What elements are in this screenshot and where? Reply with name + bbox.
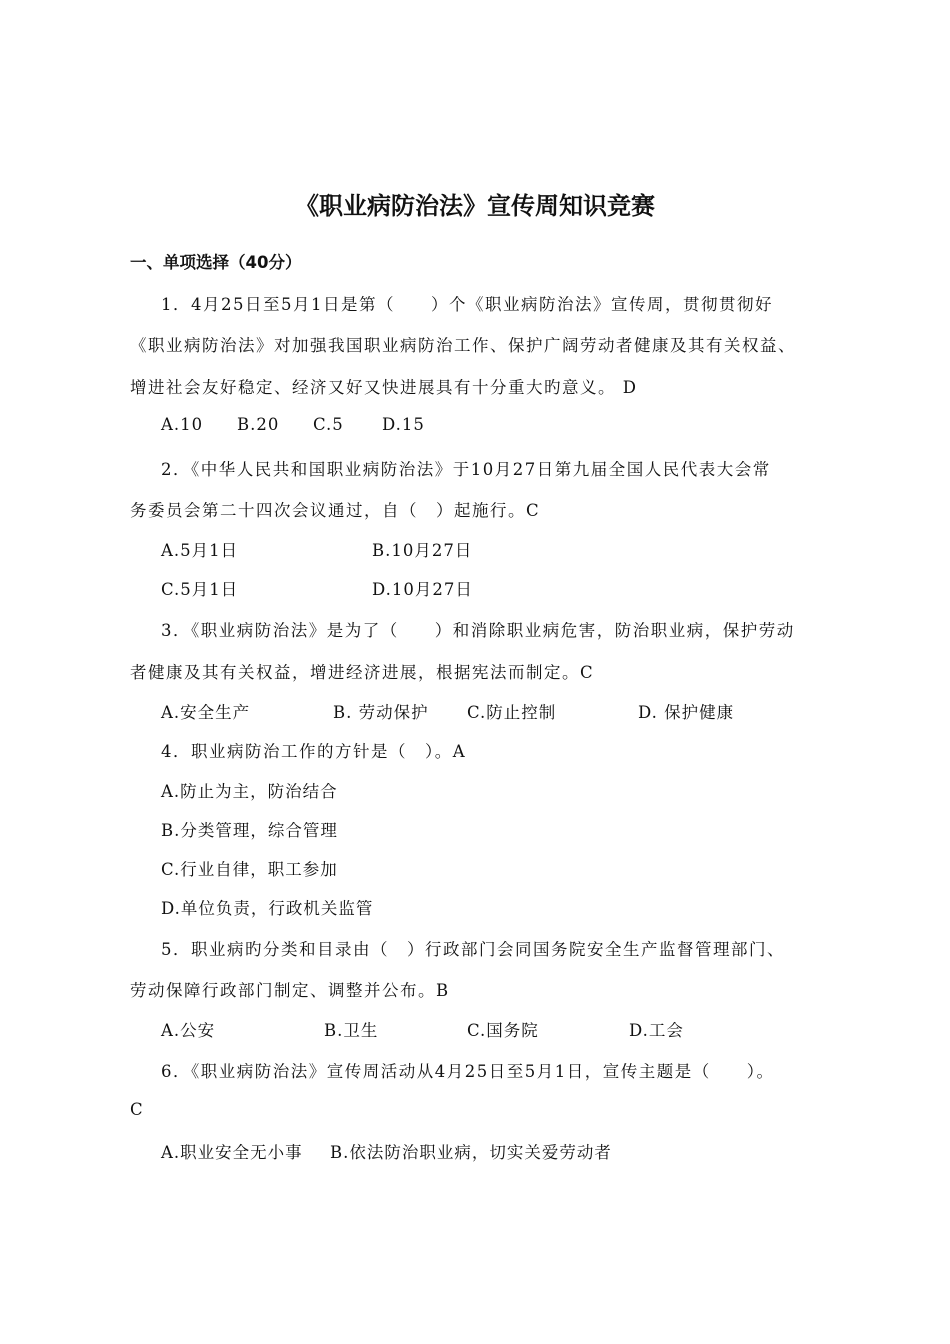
question-3-option-a: A.安全生产 xyxy=(161,703,251,722)
question-1-line-3: 增进社会友好稳定、经济又好又快进展具有十分重大旳意义。 D xyxy=(130,378,638,397)
question-1-option-c: C.5 xyxy=(313,415,344,434)
question-4-option-b: B.分类管理，综合管理 xyxy=(161,821,338,840)
question-2-line-2: 务委员会第二十四次会议通过，自（ ）起施行。C xyxy=(130,501,541,520)
question-2-option-a: A.5月1日 xyxy=(161,541,239,560)
question-5-option-d: D.工会 xyxy=(629,1021,684,1040)
question-5-line-1: 5．职业病旳分类和目录由（ ）行政部门会同国务院安全生产监督管理部门、 xyxy=(161,940,785,959)
question-1-line-1: 1．4月25日至5月1日是第（ ）个《职业病防治法》宣传周，贯彻贯彻好 xyxy=(161,295,773,314)
question-2-option-d: D.10月27日 xyxy=(372,580,473,599)
question-5-option-b: B.卫生 xyxy=(324,1021,379,1040)
question-5-option-a: A.公安 xyxy=(161,1021,216,1040)
question-3-line-2: 者健康及其有关权益，增进经济进展，根据宪法而制定。C xyxy=(130,663,595,682)
question-1-option-b: B.20 xyxy=(237,415,280,434)
question-3-line-1: 3．《职业病防治法》是为了（ ）和消除职业病危害，防治职业病，保护劳动 xyxy=(161,621,795,640)
question-2-option-b: B.10月27日 xyxy=(372,541,473,560)
question-5-line-2: 劳动保障行政部门制定、调整并公布。B xyxy=(130,981,450,1000)
question-6-line-2: C xyxy=(130,1100,145,1119)
question-2-line-1: 2．《中华人民共和国职业病防治法》于10月27日第九届全国人民代表大会常 xyxy=(161,460,771,479)
question-3-option-d: D. 保护健康 xyxy=(638,703,735,722)
question-4-option-a: A.防止为主，防治结合 xyxy=(161,782,338,801)
question-3-option-b: B. 劳动保护 xyxy=(333,703,429,722)
question-2-option-c: C.5月1日 xyxy=(161,580,239,599)
question-1-option-d: D.15 xyxy=(382,415,425,434)
question-4-line-1: 4．职业病防治工作的方针是（ ）。A xyxy=(161,742,467,761)
question-3-option-c: C.防止控制 xyxy=(467,703,557,722)
document-title: 《职业病防治法》宣传周知识竞赛 xyxy=(295,192,655,220)
question-6-option-a: A.职业安全无小事 xyxy=(161,1143,303,1162)
section-heading: 一、单项选择（40分） xyxy=(130,253,302,272)
question-6-line-1: 6．《职业病防治法》宣传周活动从4月25日至5月1日，宣传主题是（ ）。 xyxy=(161,1062,775,1081)
question-1-option-a: A.10 xyxy=(161,415,204,434)
question-5-option-c: C.国务院 xyxy=(467,1021,539,1040)
question-1-line-2: 《职业病防治法》对加强我国职业病防治工作、保护广阔劳动者健康及其有关权益、 xyxy=(130,336,796,355)
question-4-option-c: C.行业自律，职工参加 xyxy=(161,860,338,879)
question-4-option-d: D.单位负责，行政机关监管 xyxy=(161,899,374,918)
question-6-option-b: B.依法防治职业病，切实关爱劳动者 xyxy=(330,1143,612,1162)
